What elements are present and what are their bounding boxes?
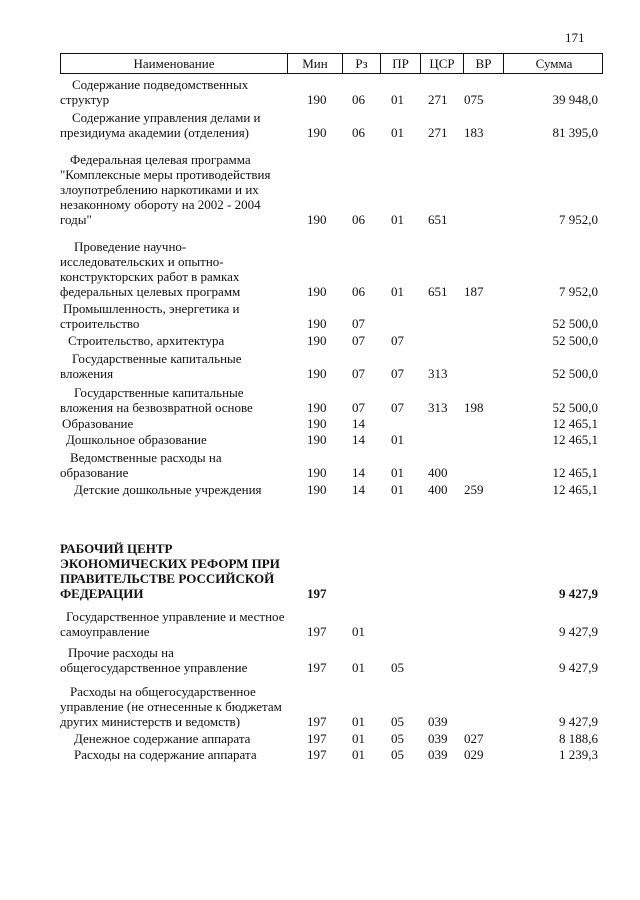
row-vr: 029 [464, 747, 484, 762]
row-vr: 198 [464, 400, 484, 415]
row-min: 190 [307, 212, 327, 227]
table-row [60, 416, 603, 431]
row-min: 190 [307, 400, 327, 415]
row-rz: 06 [352, 125, 365, 140]
row-rz: 07 [352, 316, 365, 331]
row-csr: 271 [428, 125, 448, 140]
header-rz: Рз [342, 54, 380, 73]
row-csr: 313 [428, 400, 448, 415]
row-min: 190 [307, 284, 327, 299]
row-name: Образование [62, 416, 134, 431]
row-rz: 01 [352, 731, 365, 746]
row-pr: 01 [391, 125, 404, 140]
row-sum: 12 465,1 [552, 432, 598, 447]
table-row [60, 110, 603, 140]
row-csr: 400 [428, 465, 448, 480]
header-name: Наименование [133, 56, 215, 71]
row-min: 197 [307, 624, 327, 639]
table-row [60, 609, 603, 639]
table-row [60, 333, 603, 348]
row-min: 197 [307, 586, 327, 601]
row-min: 190 [307, 465, 327, 480]
row-pr: 07 [391, 366, 404, 381]
row-rz: 07 [352, 366, 365, 381]
row-pr: 05 [391, 731, 404, 746]
table-row [60, 351, 603, 381]
table-row [60, 152, 603, 227]
row-min: 197 [307, 731, 327, 746]
row-vr: 027 [464, 731, 484, 746]
row-sum: 39 948,0 [552, 92, 598, 107]
row-name: Содержание управления делами и президиума академии (отделения) [60, 110, 261, 140]
row-name: Расходы на общегосударственное управление (не отнесенные к бюджетам других министерств и ведомств) [60, 684, 282, 729]
row-csr: 271 [428, 92, 448, 107]
row-rz: 07 [352, 333, 365, 348]
row-pr: 01 [391, 92, 404, 107]
table-row [60, 450, 603, 480]
row-pr: 01 [391, 482, 404, 497]
table-row [60, 77, 603, 107]
row-rz: 06 [352, 92, 365, 107]
row-name: Дошкольное образование [66, 432, 207, 447]
row-name: Государственные капитальные вложения на безвозвратной основе [60, 385, 253, 415]
row-csr: 651 [428, 284, 448, 299]
row-sum: 7 952,0 [559, 212, 598, 227]
row-csr: 651 [428, 212, 448, 227]
row-name: Расходы на содержание аппарата [74, 747, 257, 762]
row-rz: 01 [352, 624, 365, 639]
row-min: 197 [307, 660, 327, 675]
row-rz: 01 [352, 660, 365, 675]
page-number: 171 [565, 30, 585, 45]
row-name: Федеральная целевая программа "Комплексные меры противодействия злоупотреблению наркотиками и их незаконному обороту на 2002 - 2004 годы" [60, 152, 271, 227]
row-min: 190 [307, 366, 327, 381]
row-csr: 313 [428, 366, 448, 381]
row-min: 190 [307, 482, 327, 497]
table-row [60, 747, 603, 762]
row-name: Денежное содержание аппарата [74, 731, 251, 746]
header-vr: ВР [463, 54, 503, 73]
row-name: Государственное управление и местное самоуправление [60, 609, 285, 639]
row-vr: 187 [464, 284, 484, 299]
row-vr: 259 [464, 482, 484, 497]
row-name: Промышленность, энергетика и строительство [60, 301, 240, 331]
row-pr: 01 [391, 432, 404, 447]
row-sum: 8 188,6 [559, 731, 598, 746]
header-csr: ЦСР [420, 54, 463, 73]
table-row [60, 541, 603, 601]
row-pr: 01 [391, 212, 404, 227]
row-csr: 400 [428, 482, 448, 497]
row-rz: 06 [352, 284, 365, 299]
row-pr: 05 [391, 747, 404, 762]
table-row [60, 385, 603, 415]
row-rz: 14 [352, 432, 365, 447]
row-name: Ведомственные расходы на образование [60, 450, 222, 480]
row-pr: 01 [391, 284, 404, 299]
row-csr: 039 [428, 731, 448, 746]
row-csr: 039 [428, 714, 448, 729]
row-name: Содержание подведомственных структур [60, 77, 249, 107]
row-pr: 05 [391, 714, 404, 729]
row-sum: 12 465,1 [552, 416, 598, 431]
row-sum: 9 427,9 [559, 586, 598, 601]
row-sum: 81 395,0 [552, 125, 598, 140]
row-min: 190 [307, 92, 327, 107]
row-min: 190 [307, 432, 327, 447]
row-name: Строительство, архитектура [68, 333, 225, 348]
row-pr: 07 [391, 400, 404, 415]
row-rz: 14 [352, 416, 365, 431]
row-sum: 9 427,9 [559, 660, 598, 675]
row-sum: 7 952,0 [559, 284, 598, 299]
row-pr: 01 [391, 465, 404, 480]
header-sum: Сумма [503, 54, 604, 73]
row-name: Прочие расходы на общегосударственное управление [60, 645, 248, 675]
row-min: 190 [307, 416, 327, 431]
table-row [60, 731, 603, 746]
row-vr: 075 [464, 92, 484, 107]
row-sum: 52 500,0 [552, 366, 598, 381]
row-min: 197 [307, 714, 327, 729]
row-rz: 01 [352, 747, 365, 762]
row-sum: 52 500,0 [552, 333, 598, 348]
row-name: Государственные капитальные вложения [60, 351, 242, 381]
row-rz: 06 [352, 212, 365, 227]
header-min: Мин [287, 54, 342, 73]
row-min: 197 [307, 747, 327, 762]
row-vr: 183 [464, 125, 484, 140]
row-sum: 12 465,1 [552, 465, 598, 480]
row-pr: 07 [391, 333, 404, 348]
row-min: 190 [307, 316, 327, 331]
row-rz: 07 [352, 400, 365, 415]
row-csr: 039 [428, 747, 448, 762]
row-rz: 01 [352, 714, 365, 729]
row-name: РАБОЧИЙ ЦЕНТР ЭКОНОМИЧЕСКИХ РЕФОРМ ПРИ ПРАВИТЕЛЬСТВЕ РОССИЙСКОЙ ФЕДЕРАЦИИ [60, 541, 280, 601]
row-sum: 9 427,9 [559, 714, 598, 729]
row-min: 190 [307, 333, 327, 348]
row-sum: 52 500,0 [552, 316, 598, 331]
table-row [60, 301, 603, 331]
table-row [60, 684, 603, 729]
table-row [60, 645, 603, 675]
table-row [60, 239, 603, 299]
header-pr: ПР [380, 54, 420, 73]
row-name: Детские дошкольные учреждения [74, 482, 262, 497]
row-sum: 1 239,3 [559, 747, 598, 762]
budget-table [60, 53, 603, 762]
row-min: 190 [307, 125, 327, 140]
table-row [60, 482, 603, 497]
table-body [60, 77, 603, 762]
row-sum: 52 500,0 [552, 400, 598, 415]
table-row [60, 432, 603, 447]
row-rz: 14 [352, 465, 365, 480]
table-header [60, 53, 603, 74]
row-sum: 12 465,1 [552, 482, 598, 497]
row-name: Проведение научно-исследовательских и опытно-конструкторских работ в рамках федеральных целевых программ [60, 239, 241, 299]
row-sum: 9 427,9 [559, 624, 598, 639]
row-rz: 14 [352, 482, 365, 497]
row-pr: 05 [391, 660, 404, 675]
